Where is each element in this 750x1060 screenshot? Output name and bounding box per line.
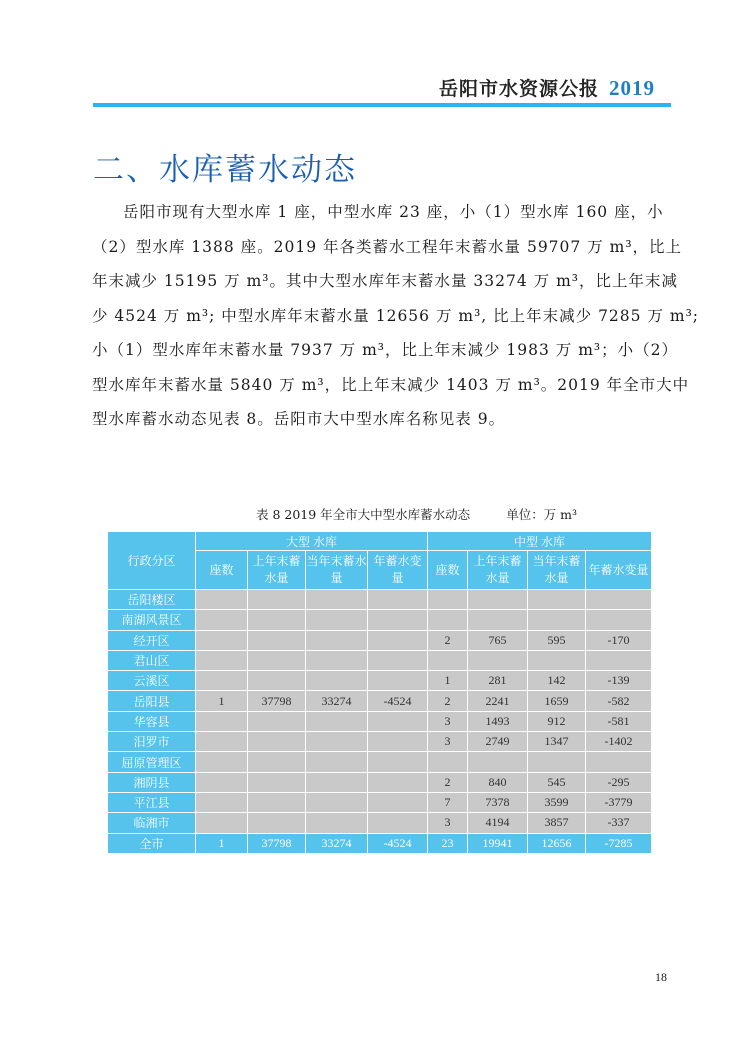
value-cell (306, 813, 368, 833)
value-cell (248, 630, 306, 650)
value-cell (196, 610, 248, 630)
value-cell (248, 752, 306, 772)
column-header: 上年末蓄水量 (468, 551, 528, 590)
value-cell: 19941 (468, 833, 528, 853)
value-cell (528, 752, 586, 772)
value-cell (586, 590, 652, 610)
value-cell: 1493 (468, 711, 528, 731)
section-title: 二、水库蓄水动态 (93, 152, 357, 188)
column-header: 当年末蓄水量 (528, 551, 586, 590)
page-number: 18 (655, 970, 667, 984)
value-cell (196, 752, 248, 772)
value-cell: -337 (586, 813, 652, 833)
table-row (108, 752, 652, 772)
value-cell: 3599 (528, 792, 586, 812)
value-cell (528, 590, 586, 610)
paragraph-line: 型水库蓄水动态见表 8。岳阳市大中型水库名称见表 9。 (92, 410, 506, 428)
header-region: 行政分区 (108, 532, 196, 590)
value-cell (468, 590, 528, 610)
value-cell: -170 (586, 630, 652, 650)
value-cell (586, 752, 652, 772)
table-row (108, 813, 652, 833)
paragraph-line: （2）型水库 1388 座。2019 年各类蓄水工程年末蓄水量 59707 万 m³，比上 (92, 237, 683, 256)
table-row (108, 630, 652, 650)
value-cell (368, 630, 428, 650)
value-cell: 281 (468, 671, 528, 691)
value-cell: 2 (428, 691, 468, 711)
value-cell (468, 650, 528, 670)
value-cell (368, 610, 428, 630)
value-cell (306, 711, 368, 731)
value-cell: 1659 (528, 691, 586, 711)
value-cell (306, 671, 368, 691)
value-cell (306, 772, 368, 792)
table-row (108, 772, 652, 792)
value-cell: -4524 (368, 691, 428, 711)
value-cell: 37798 (248, 691, 306, 711)
value-cell (368, 813, 428, 833)
value-cell: 3 (428, 732, 468, 752)
value-cell (368, 671, 428, 691)
value-cell: 1347 (528, 732, 586, 752)
body-paragraph (92, 195, 700, 437)
region-cell: 岳阳县 (108, 691, 196, 711)
table-total-row (108, 833, 652, 853)
paragraph-line: 小（1）型水库年末蓄水量 7937 万 m³，比上年末减少 1983 万 m³；小（2） (92, 341, 679, 359)
value-cell: 33274 (306, 833, 368, 853)
paragraph-line: 少 4524 万 m³; 中型水库年末蓄水量 12656 万 m³, 比上年末减少 7285 万 m³; (92, 306, 700, 325)
table-row (108, 691, 652, 711)
region-cell: 岳阳楼区 (108, 590, 196, 610)
column-header: 年蓄水变量 (586, 551, 652, 590)
value-cell (196, 671, 248, 691)
value-cell: 545 (528, 772, 586, 792)
region-cell: 全市 (108, 833, 196, 853)
report-year: 2019 (609, 76, 655, 100)
report-header-title (439, 74, 655, 101)
value-cell (586, 610, 652, 630)
value-cell (428, 752, 468, 772)
value-cell: 1 (196, 833, 248, 853)
value-cell (368, 752, 428, 772)
value-cell: 840 (468, 772, 528, 792)
value-cell (248, 732, 306, 752)
value-cell (306, 650, 368, 670)
column-header: 座数 (196, 551, 248, 590)
column-header: 当年末蓄水量 (306, 551, 368, 590)
value-cell (248, 792, 306, 812)
value-cell: 2 (428, 630, 468, 650)
value-cell: 765 (468, 630, 528, 650)
table-row (108, 610, 652, 630)
value-cell (368, 792, 428, 812)
table-row (108, 711, 652, 731)
table-row (108, 590, 652, 610)
value-cell (196, 590, 248, 610)
value-cell (248, 671, 306, 691)
region-cell: 云溪区 (108, 671, 196, 691)
value-cell: 33274 (306, 691, 368, 711)
table-row (108, 792, 652, 812)
value-cell (248, 590, 306, 610)
table-body (108, 590, 652, 854)
value-cell: 2241 (468, 691, 528, 711)
value-cell (528, 650, 586, 670)
column-header: 座数 (428, 551, 468, 590)
value-cell (248, 711, 306, 731)
value-cell: 1 (428, 671, 468, 691)
value-cell (368, 772, 428, 792)
value-cell: 7 (428, 792, 468, 812)
value-cell: -1402 (586, 732, 652, 752)
value-cell (428, 650, 468, 670)
value-cell: 3 (428, 813, 468, 833)
table-row (108, 650, 652, 670)
value-cell (306, 732, 368, 752)
value-cell (528, 610, 586, 630)
value-cell: 37798 (248, 833, 306, 853)
value-cell: 3857 (528, 813, 586, 833)
region-cell: 平江县 (108, 792, 196, 812)
value-cell: -7285 (586, 833, 652, 853)
table-row (108, 732, 652, 752)
region-cell: 经开区 (108, 630, 196, 650)
value-cell (196, 792, 248, 812)
value-cell (468, 610, 528, 630)
value-cell: 4194 (468, 813, 528, 833)
value-cell (586, 650, 652, 670)
value-cell (306, 752, 368, 772)
value-cell: 142 (528, 671, 586, 691)
report-name: 岳阳市水资源公报 (438, 78, 599, 100)
value-cell (196, 732, 248, 752)
value-cell: 23 (428, 833, 468, 853)
value-cell: -139 (586, 671, 652, 691)
value-cell: 1 (196, 691, 248, 711)
value-cell (248, 650, 306, 670)
table-row (108, 671, 652, 691)
table-caption (256, 505, 577, 523)
value-cell: -295 (586, 772, 652, 792)
region-cell: 君山区 (108, 650, 196, 670)
value-cell: 12656 (528, 833, 586, 853)
column-header: 年蓄水变量 (368, 551, 428, 590)
value-cell (196, 772, 248, 792)
value-cell (428, 610, 468, 630)
value-cell: -582 (586, 691, 652, 711)
value-cell: -581 (586, 711, 652, 731)
value-cell (196, 630, 248, 650)
region-cell: 汨罗市 (108, 732, 196, 752)
value-cell (306, 610, 368, 630)
value-cell (368, 711, 428, 731)
region-cell: 华容县 (108, 711, 196, 731)
value-cell (196, 711, 248, 731)
value-cell (248, 813, 306, 833)
value-cell: 3 (428, 711, 468, 731)
value-cell: 2 (428, 772, 468, 792)
value-cell: 2749 (468, 732, 528, 752)
region-cell: 临湘市 (108, 813, 196, 833)
value-cell: 595 (528, 630, 586, 650)
reservoir-storage-table (107, 531, 652, 854)
paragraph-line: 年末减少 15195 万 m³。其中大型水库年末蓄水量 33274 万 m³，比上年末减 (92, 272, 679, 290)
value-cell: -3779 (586, 792, 652, 812)
value-cell (368, 590, 428, 610)
value-cell (468, 752, 528, 772)
value-cell (368, 650, 428, 670)
value-cell: 912 (528, 711, 586, 731)
column-header: 上年末蓄水量 (248, 551, 306, 590)
value-cell (306, 630, 368, 650)
value-cell (248, 610, 306, 630)
value-cell (196, 650, 248, 670)
header-rule (93, 103, 671, 107)
value-cell (248, 772, 306, 792)
value-cell (428, 590, 468, 610)
header-medium-reservoir: 中型 水库 (428, 532, 652, 551)
value-cell (306, 590, 368, 610)
value-cell (368, 732, 428, 752)
paragraph-line: 岳阳市现有大型水库 1 座，中型水库 23 座，小（1）型水库 160 座，小 (123, 203, 664, 221)
value-cell (196, 813, 248, 833)
value-cell: -4524 (368, 833, 428, 853)
region-cell: 南湖风景区 (108, 610, 196, 630)
table-caption-title: 表 8 2019 年全市大中型水库蓄水动态 (256, 507, 471, 522)
paragraph-line: 型水库年末蓄水量 5840 万 m³，比上年末减少 1403 万 m³。2019 年全市大中 (92, 375, 690, 394)
table-unit: 单位：万 m³ (506, 507, 578, 522)
region-cell: 屈原管理区 (108, 752, 196, 772)
value-cell (306, 792, 368, 812)
header-large-reservoir: 大型 水库 (196, 532, 428, 551)
value-cell: 7378 (468, 792, 528, 812)
region-cell: 湘阴县 (108, 772, 196, 792)
